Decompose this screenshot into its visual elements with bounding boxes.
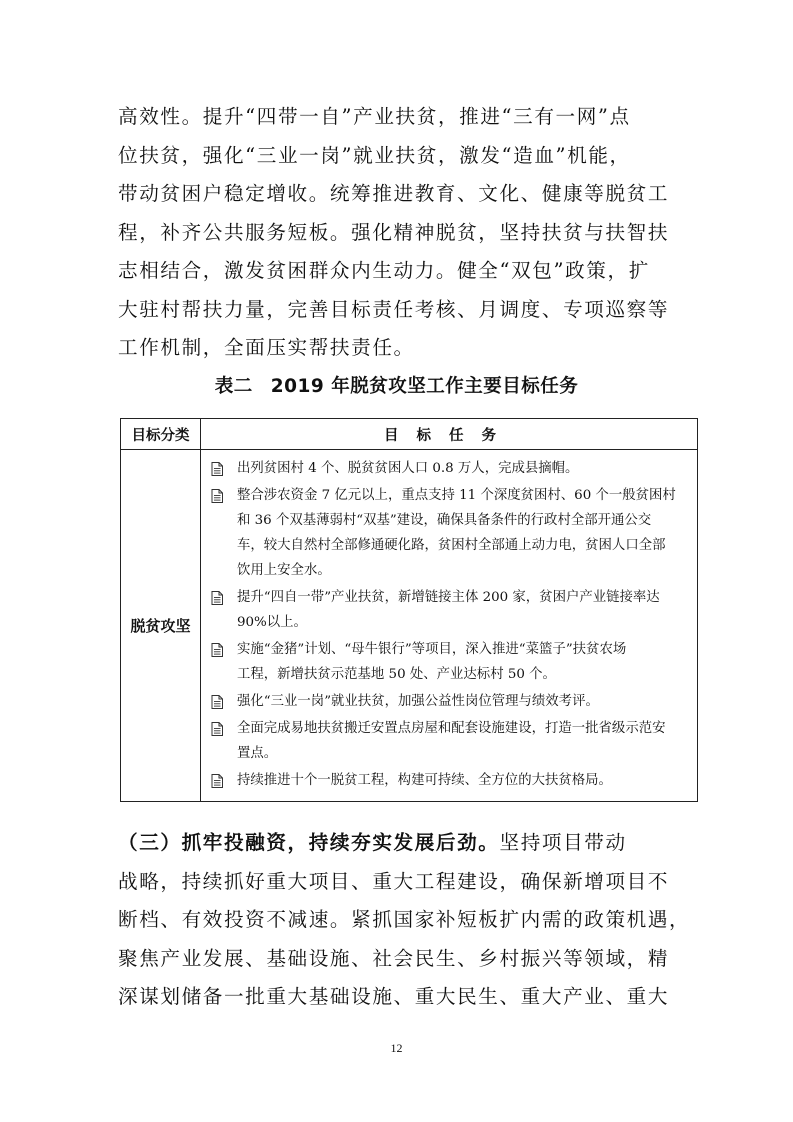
paragraph-line bbox=[118, 824, 678, 863]
task-text bbox=[237, 483, 689, 583]
list-item bbox=[211, 689, 689, 714]
table-title-text: 2019 年脱贫攻坚工作主要目标任务 bbox=[270, 376, 579, 397]
document-icon bbox=[211, 768, 237, 793]
document-icon bbox=[211, 456, 237, 481]
list-item bbox=[211, 585, 689, 635]
task-text bbox=[237, 689, 689, 714]
task-text-line: 持续推进十个一脱贫工程，构建可持续、全方位的大扶贫格局。 bbox=[237, 773, 612, 788]
list-item bbox=[211, 456, 689, 481]
table-title-label: 表二 bbox=[214, 376, 253, 397]
table-header-row bbox=[121, 419, 698, 450]
paragraph-line: 程，补齐公共服务短板。强化精神脱贫，坚持扶贫与扶智扶 bbox=[118, 220, 670, 244]
list-item bbox=[211, 768, 689, 793]
task-list bbox=[201, 450, 698, 802]
paragraph-line: 聚焦产业发展、基础设施、社会民生、乡村振兴等领域，精 bbox=[118, 946, 670, 970]
task-text-line: 强化“三业一岗”就业扶贫，加强公益性岗位管理与绩效考评。 bbox=[237, 694, 599, 709]
task-text bbox=[237, 716, 689, 766]
task-text bbox=[237, 456, 689, 481]
task-text bbox=[237, 637, 689, 687]
page-number: 12 bbox=[390, 1041, 403, 1055]
document-icon bbox=[211, 483, 237, 508]
task-text-line: 90%以上。 bbox=[237, 615, 307, 630]
document-icon bbox=[211, 637, 237, 662]
paragraph-line: 深谋划储备一批重大基础设施、重大民生、重大产业、重大 bbox=[118, 985, 670, 1008]
document-icon bbox=[211, 585, 237, 610]
paragraph-line: 高效性。提升“四带一自”产业扶贫，推进“三有一网”点 bbox=[118, 105, 631, 128]
header-tasks: 目标任务 bbox=[201, 419, 698, 450]
paragraph-line: 战略，持续抓好重大项目、重大工程建设，确保新增项目不 bbox=[118, 869, 670, 893]
paragraph-line: 带动贫困户稳定增收。统筹推进教育、文化、健康等脱贫工 bbox=[118, 182, 670, 205]
task-text-line: 工程，新增扶贫示范基地 50 处、产业达标村 50 个。 bbox=[237, 667, 556, 682]
list-item bbox=[211, 483, 689, 583]
task-text-line: 饮用上安全水。 bbox=[237, 563, 331, 578]
body-paragraph-2 bbox=[118, 824, 691, 1017]
task-text-line: 置点。 bbox=[237, 746, 278, 761]
paragraph-line: 工作机制，全面压实帮扶责任。 bbox=[118, 336, 415, 359]
document-icon bbox=[211, 716, 237, 741]
table-row bbox=[121, 450, 698, 802]
task-text-line: 实施“金猪”计划、“母牛银行”等项目，深入推进“菜篮子”扶贫农场 bbox=[237, 642, 627, 657]
header-category: 目标分类 bbox=[121, 419, 201, 450]
list-item bbox=[211, 716, 689, 766]
task-text-line: 全面完成易地扶贫搬迁安置点房屋和配套设施建设，打造一批省级示范安 bbox=[237, 721, 666, 736]
section-heading-continuation: 坚持项目带动 bbox=[499, 831, 627, 854]
task-text-line: 整合涉农资金 7 亿元以上，重点支持 11 个深度贫困村、60 个一般贫困村 bbox=[237, 488, 676, 503]
task-text-line: 车，较大自然村全部修通硬化路，贫困村全部通上动力电，贫困人口全部 bbox=[237, 538, 666, 553]
table-title bbox=[0, 372, 793, 398]
paragraph-line: 志相结合，激发贫困群众内生动力。健全“双包”政策，扩 bbox=[118, 259, 650, 282]
paragraph-line: 断档、有效投资不减速。紧抓国家补短板扩内需的政策机遇， bbox=[118, 908, 691, 931]
goals-table bbox=[120, 418, 698, 802]
task-text-line: 和 36 个双基薄弱村“双基”建设，确保具备条件的行政村全部开通公交 bbox=[237, 513, 652, 528]
list-item bbox=[211, 637, 689, 687]
task-text-line: 提升“四自一带”产业扶贫，新增链接主体 200 家，贫困户产业链接率达 bbox=[237, 590, 660, 605]
section-heading: （三）抓牢投融资，持续夯实发展后劲。 bbox=[118, 831, 500, 854]
task-text bbox=[237, 768, 689, 793]
category-cell: 脱贫攻坚 bbox=[121, 450, 201, 802]
document-icon bbox=[211, 689, 237, 714]
paragraph-line: 位扶贫，强化“三业一岗”就业扶贫，激发“造血”机能， bbox=[118, 143, 631, 167]
body-paragraph-1 bbox=[118, 98, 678, 368]
task-text bbox=[237, 585, 689, 635]
task-text-line: 出列贫困村 4 个、脱贫贫困人口 0.8 万人，完成县摘帽。 bbox=[237, 461, 579, 476]
paragraph-line: 大驻村帮扶力量，完善目标责任考核、月调度、专项巡察等 bbox=[118, 297, 670, 321]
